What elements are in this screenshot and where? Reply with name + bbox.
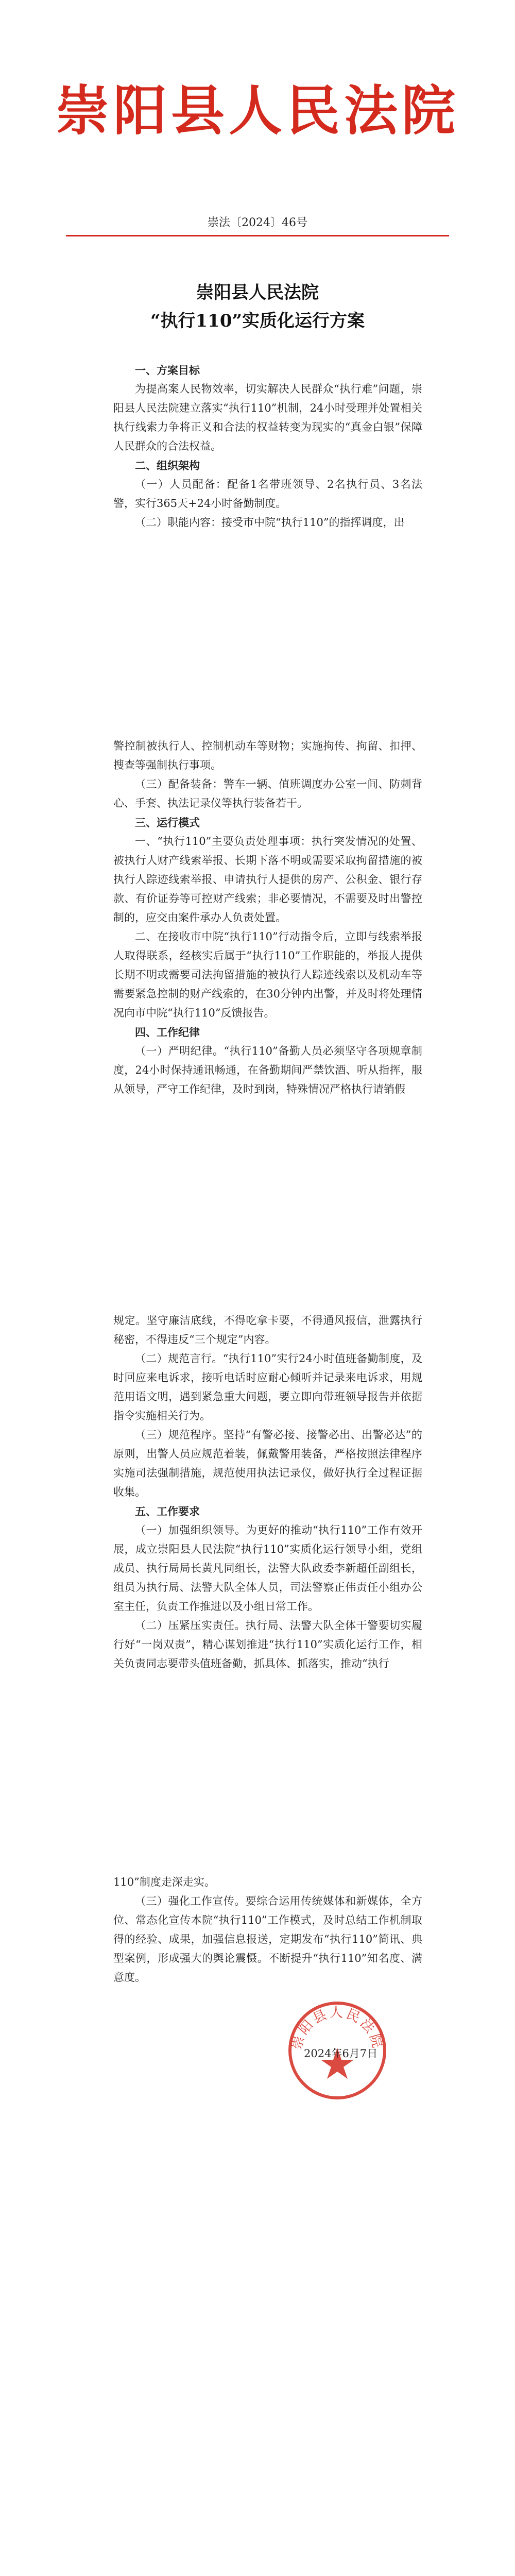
paragraph: （一）加强组织领导。为更好的推动“执行110”工作有效开展，成立崇阳县人民法院“执行110”实质化运行领导小组，党组成员、执行局局长黄凡同组长，法警大队政委李新超任副组长，组员为执行局、法警大队全体人员，司法警察正伟责任小组办公室主任，负责工作推进以及小组日常工作。 [113,1524,422,1613]
body-block-1 [113,361,422,532]
paragraph: （二）职能内容：接受市中院“执行110”的指挥调度，出 [135,516,405,529]
paragraph: 二、在接收市中院“执行110”行动指令后，立即与线索举报人取得联系，经核实后属于“执行110”工作职能的，举报人提供长期不明或需要司法拘留措施的被执行人踪迹线索以及机动车等需要紧急控制的财产线索的，在30分钟内出警，并及时将处理情况向市中院“执行110”反馈报告。 [113,930,422,1019]
paragraph: （一）人员配备：配备1名带班领导、2名执行员、3名法警，实行365天+24小时备勤制度。 [113,478,422,510]
section-heading: 五、工作要求 [135,1505,200,1518]
paragraph: 一、“执行110”主要负责处理事项：执行突发情况的处置、被执行人财产线索举报、长期下落不明或需要采取拘留措施的被执行人踪迹线索举报、申请执行人提供的房产、公积金、银行存款、有价证券等可控财产线索；非必要情况，不需要及时出警控制的，应交由案件承办人负责处置。 [113,835,422,924]
paragraph: 规定。坚守廉洁底线，不得吃拿卡要，不得通风报信，泄露执行秘密，不得违反“三个规定”内容。 [113,1314,422,1346]
body-block-4 [113,1873,422,1987]
court-name-header: 崇阳县人民法院 [55,79,459,142]
paragraph: （三）规范程序。坚持“有警必接、接警必出、出警必达”的原则，出警人员应规范着装，佩戴警用装备，严格按照法律程序实施司法强制措施，规范使用执法记录仪，做好执行全过程证据收集。 [113,1429,422,1498]
paragraph: （二）规范言行。“执行110”实行24小时值班备勤制度，及时回应来电诉求，接听电话时应耐心倾听并记录来电诉求，用规范用语文明，遇到紧急重大问题，要立即向带班领导报告并依据指令实施相关行为。 [113,1352,422,1422]
header-divider [66,235,449,236]
document-title-line1: 崇阳县人民法院 [196,282,319,303]
paragraph: 为提高案人民物效率，切实解决人民群众“执行难”问题，崇阳县人民法院建立落实“执行110”机制，24小时受理并处置相关执行线索力争将正义和合法的权益转变为现实的“真金白银”保障人民群众的合法权益。 [113,383,422,452]
paragraph: （三）配备装备：警车一辆、值班调度办公室一间、防刺背心、手套、执法记录仪等执行装备若干。 [113,778,422,809]
section-heading: 四、工作纪律 [135,1026,200,1039]
section-heading: 一、方案目标 [135,364,200,377]
body-block-2 [113,737,422,1099]
seal-text: 崇阳县人民法院 [289,2005,386,2052]
section-heading: 二、组织架构 [135,459,200,472]
section-heading: 三、运行模式 [135,816,200,829]
paragraph: （一）严明纪律。“执行110”备勤人员必须坚守各项规章制度，24小时保持通讯畅通，在备勤期间严禁饮酒、听从指挥，服从领导，严守工作纪律，及时到岗，特殊情况严格执行请销假 [113,1045,422,1095]
paragraph: （二）压紧压实责任。执行局、法警大队全体干警要切实履行好“一岗双责”，精心谋划推进“执行110”实质化运行工作，相关负责同志要带头值班备勤，抓具体、抓落实，推动“执行 [113,1619,422,1670]
document-title-line2: “执行110”实质化运行方案 [150,311,365,331]
body-block-3 [113,1311,422,1673]
paragraph: （三）强化工作宣传。要综合运用传统媒体和新媒体，全方位、常态化宣传本院“执行110”工作模式，及时总结工作机制取得的经验、成果，加强信息报送，定期发布“执行110”简讯、典型案例，形成强大的舆论震慑。不断提升“执行110”知名度、满意度。 [113,1895,422,1984]
signature-date: 2024年6月7日 [304,2047,378,2060]
document-number: 崇法〔2024〕46号 [208,216,307,229]
paragraph: 110”制度走深走实。 [113,1876,215,1888]
paragraph: 警控制被执行人、控制机动车等财物；实施拘传、拘留、扣押、搜查等强制执行事项。 [113,740,422,771]
